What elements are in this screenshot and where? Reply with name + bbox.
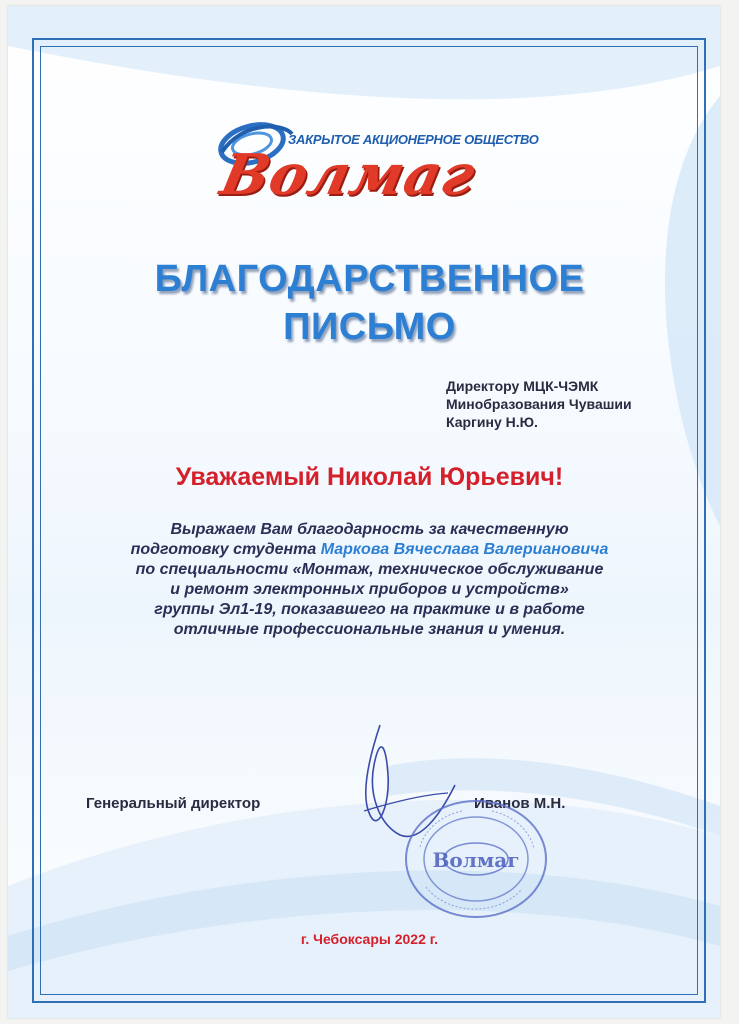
addressee-line: Директору МЦК-ЧЭМК — [446, 378, 599, 394]
student-name: Маркова Вячеслава Валериановича — [320, 541, 609, 558]
addressee-line: Минобразования Чувашии — [446, 396, 632, 412]
logo-subtitle: ЗАКРЫТОЕ АКЦИОНЕРНОЕ ОБЩЕСТВО — [288, 132, 539, 147]
greeting: Уважаемый Николай Юрьевич! — [175, 463, 564, 491]
body-line — [50, 540, 689, 560]
letter-title-line-1: БЛАГОДАРСТВЕННОЕ — [154, 258, 585, 300]
addressee-line: Каргину Н.Ю. — [446, 414, 538, 430]
body-line: и ремонт электронных приборов и устройств» — [170, 581, 569, 598]
letter-body — [50, 520, 689, 640]
signatory-name: Иванов М.Н. — [474, 795, 566, 812]
body-line: отличные профессиональные знания и умения. — [173, 621, 566, 638]
place-and-year: г. Чебоксары 2022 г. — [300, 931, 439, 947]
logo-wordmark: Волмаг — [214, 142, 482, 208]
body-line: группы Эл1-19, показавшего на практике и в работе — [154, 601, 585, 618]
body-line: по специальности «Монтаж, техническое обслуживание — [135, 561, 604, 578]
letter-title-line-2: ПИСЬМО — [283, 306, 456, 348]
body-line-prefix: подготовку студента — [130, 541, 321, 558]
body-line: Выражаем Вам благодарность за качественную — [170, 521, 569, 538]
signatory-position: Генеральный директор — [86, 795, 261, 812]
stamp-center-text: Волмаг — [432, 848, 520, 872]
addressee-block — [446, 377, 632, 431]
company-stamp — [402, 797, 550, 921]
